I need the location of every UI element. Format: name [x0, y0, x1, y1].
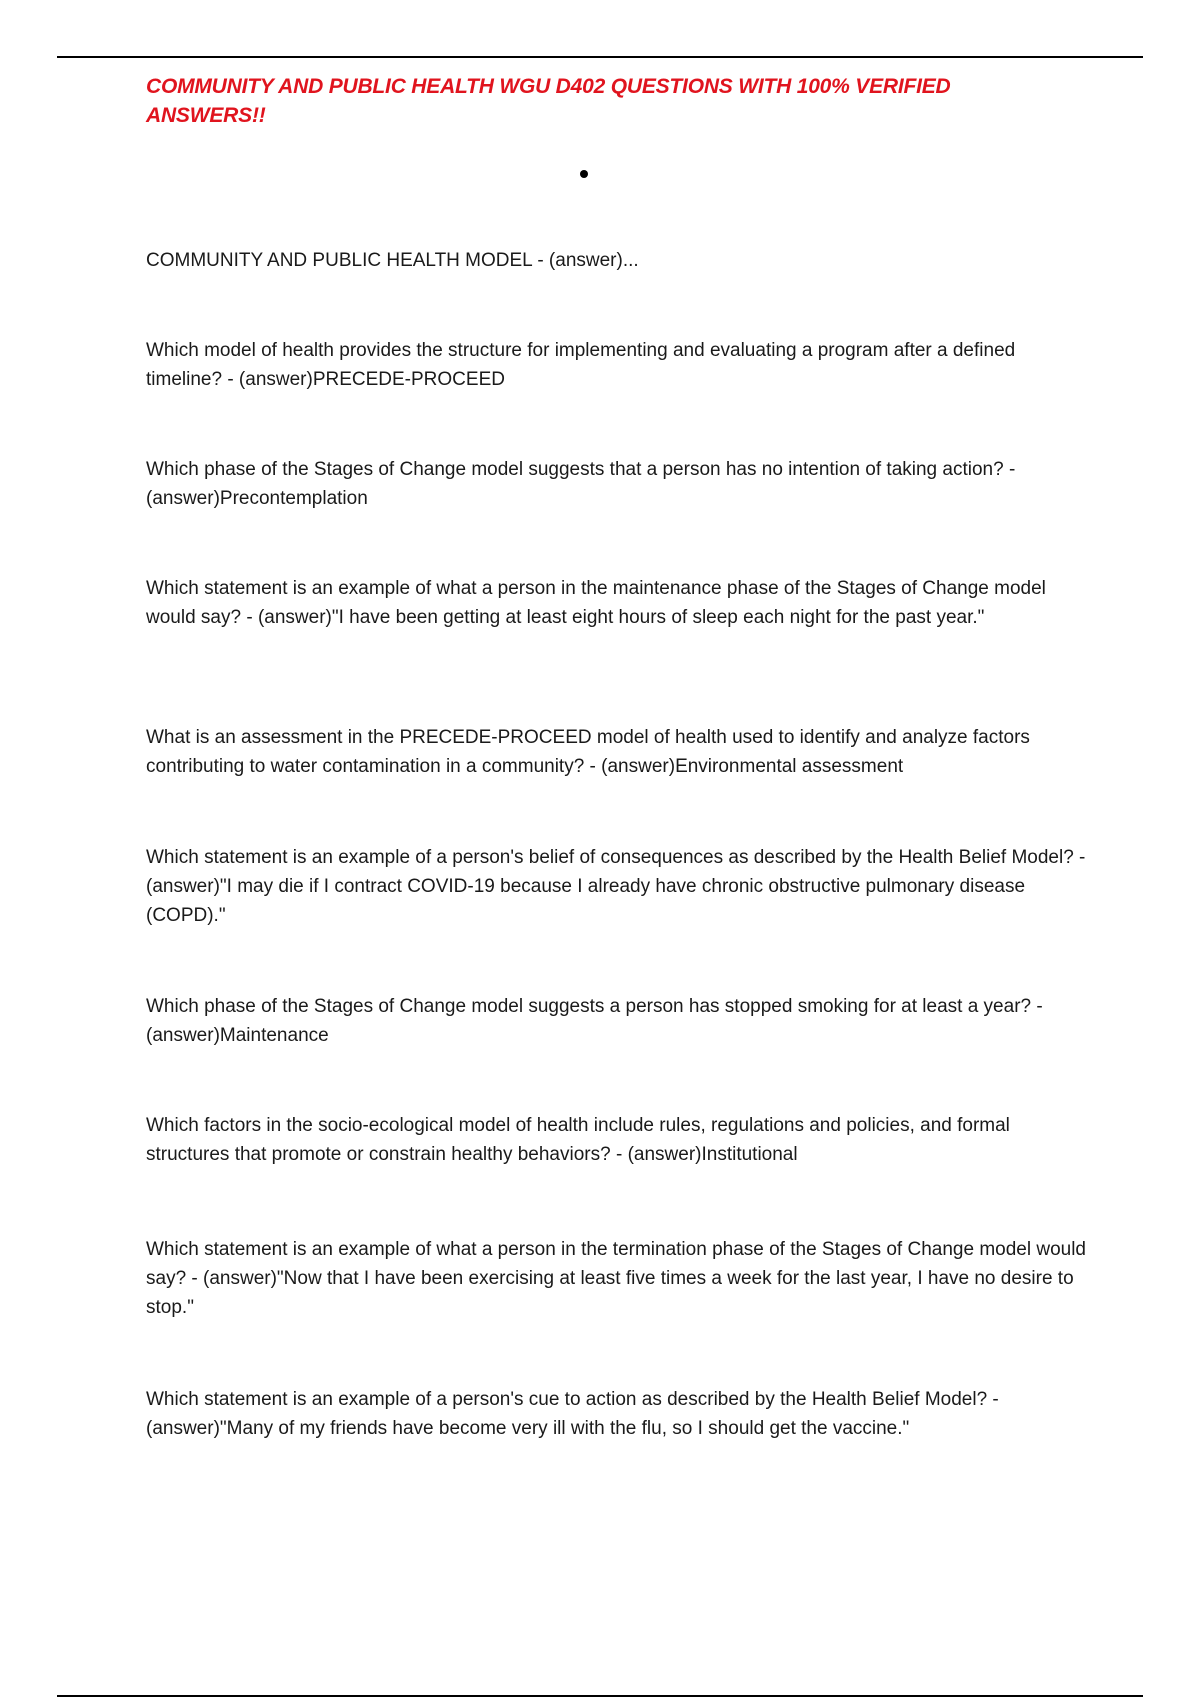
- qa-item-4: What is an assessment in the PRECEDE-PROCEED model of health used to identify and analyze factors contributing to water contamination in a community? - (answer)Environmental assessment: [146, 727, 1030, 777]
- qa-item-3: Which statement is an example of what a person in the maintenance phase of the Stages of Change model would say? - (answer)"I have been getting at least eight hours of sleep each night for the past year.": [146, 578, 1046, 628]
- section-heading: COMMUNITY AND PUBLIC HEALTH MODEL - (answer)...: [146, 250, 639, 271]
- qa-item-1: Which model of health provides the structure for implementing and evaluating a program after a defined timeline? - (answer)PRECEDE-PROCEED: [146, 340, 1016, 390]
- qa-item-6: Which phase of the Stages of Change model suggests a person has stopped smoking for at least a year? - (answer)Maintenance: [146, 996, 1043, 1046]
- bullet-point: [580, 170, 588, 178]
- qa-item-8: Which statement is an example of what a person in the termination phase of the Stages of Change model would say? - (answer)"Now that I have been exercising at least five times a week for the last year, I have no desire to stop.": [146, 1239, 1086, 1318]
- qa-item-9: Which statement is an example of a person's cue to action as described by the Health Belief Model? - (answer)"Many of my friends have become very ill with the flu, so I should get the vaccine.": [146, 1389, 999, 1439]
- top-rule: [57, 56, 1143, 58]
- bottom-rule: [57, 1695, 1143, 1697]
- qa-item-5: Which statement is an example of a person's belief of consequences as described by the Health Belief Model? - (answer)"I may die if I contract COVID-19 because I already have chronic obstructive pulmonary disease (COPD).": [146, 847, 1086, 926]
- qa-item-7: Which factors in the socio-ecological model of health include rules, regulations and policies, and formal structures that promote or constrain healthy behaviors? - (answer)Institutional: [146, 1115, 1010, 1165]
- document-title: COMMUNITY AND PUBLIC HEALTH WGU D402 QUESTIONS WITH 100% VERIFIED ANSWERS!!: [146, 75, 951, 127]
- qa-item-2: Which phase of the Stages of Change model suggests that a person has no intention of taking action? - (answer)Precontemplation: [146, 459, 1016, 509]
